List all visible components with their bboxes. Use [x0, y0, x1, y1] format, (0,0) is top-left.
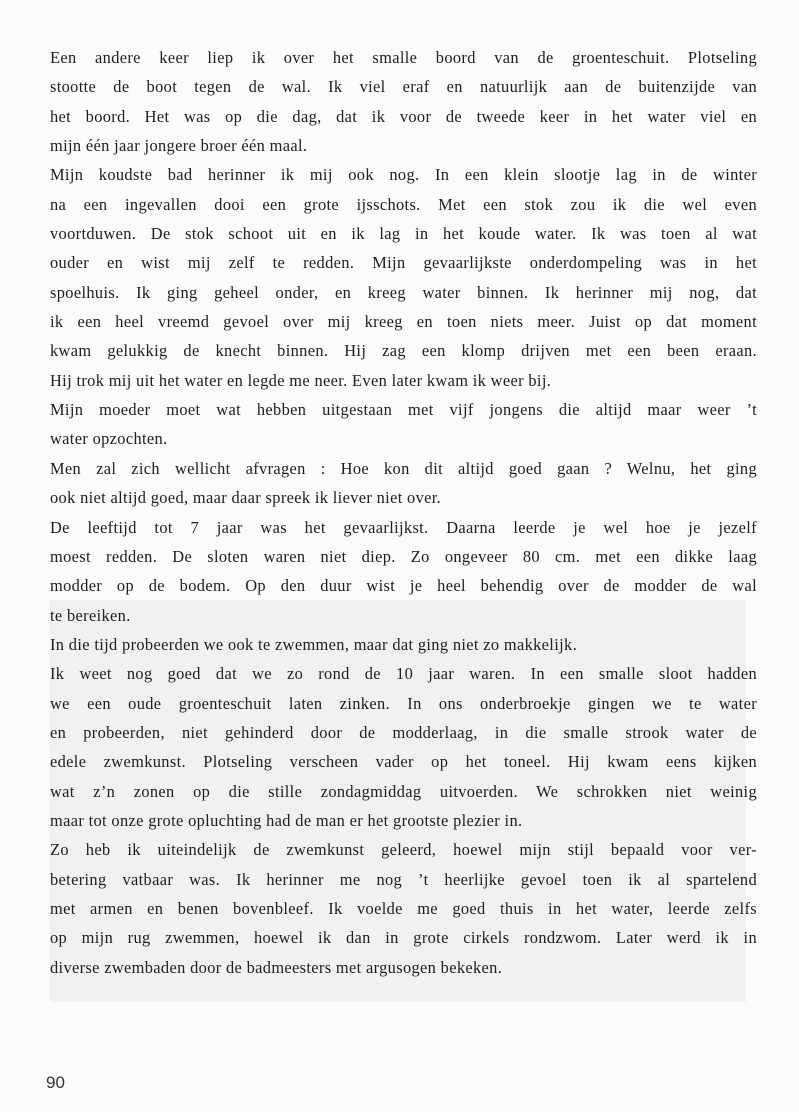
- paragraph: [50, 659, 757, 835]
- paragraph: [50, 395, 757, 454]
- text-line: wat z’n zonen op die stille zondagmiddag uitvoerden. We schrokken niet weinig: [50, 781, 757, 801]
- text-line: ouder en wist mij zelf te redden. Mijn gevaarlijkste onderdompeling was in het: [50, 253, 757, 273]
- paragraph: [50, 835, 757, 982]
- text-line: ook niet altijd goed, maar daar spreek ik liever niet over.: [50, 488, 442, 508]
- paragraph: [50, 43, 757, 160]
- text-line: het boord. Het was op die dag, dat ik voor de tweede keer in het water viel en: [50, 106, 757, 126]
- text-line: met armen en benen bovenbleef. Ik voelde me goed thuis in het water, leerde zelfs: [50, 898, 757, 918]
- text-line: water opzochten.: [50, 429, 168, 449]
- text-line: Zo heb ik uiteindelijk de zwemkunst geleerd, hoewel mijn stijl bepaald voor ver-: [50, 840, 757, 860]
- text-line: te bereiken.: [50, 605, 131, 625]
- text-line: Ik weet nog goed dat we zo rond de 10 jaar waren. In een smalle sloot hadden: [50, 664, 757, 684]
- text-line: Men zal zich wellicht afvragen : Hoe kon dit altijd goed gaan ? Welnu, het ging: [50, 458, 757, 478]
- text-line: In die tijd probeerden we ook te zwemmen, maar dat ging niet zo makkelijk.: [50, 634, 578, 654]
- body-text: [50, 43, 757, 982]
- paragraph: [50, 160, 757, 395]
- text-line: moest redden. De sloten waren niet diep. Zo ongeveer 80 cm. met een dikke laag: [50, 546, 757, 566]
- text-line: op mijn rug zwemmen, hoewel ik dan in grote cirkels rondzwom. Later werd ik in: [50, 928, 757, 948]
- text-line: kwam gelukkig de knecht binnen. Hij zag een klomp drijven met een been eraan.: [50, 341, 757, 361]
- text-line: voortduwen. De stok schoot uit en ik lag in het koude water. Ik was toen al wat: [50, 224, 757, 244]
- text-line: maar tot onze grote opluchting had de man er het grootste plezier in.: [50, 810, 523, 830]
- text-line: betering vatbaar was. Ik herinner me nog ’t heerlijke gevoel toen ik al spartelend: [50, 869, 757, 889]
- paragraph: [50, 513, 757, 630]
- text-line: we een oude groenteschuit laten zinken. In ons onderbroekje gingen we te water: [50, 693, 757, 713]
- text-line: modder op de bodem. Op den duur wist je heel behendig over de modder de wal: [50, 576, 757, 596]
- text-line: Hij trok mij uit het water en legde me neer. Even later kwam ik weer bij.: [50, 370, 552, 390]
- text-line: Een andere keer liep ik over het smalle boord van de groenteschuit. Plotseling: [50, 48, 757, 67]
- text-line: en probeerden, niet gehinderd door de modderlaag, in die smalle strook water de: [50, 722, 757, 742]
- text-line: ik een heel vreemd gevoel over mij kreeg en toen niets meer. Juist op dat moment: [50, 312, 757, 332]
- page-number: 90: [46, 1073, 65, 1092]
- text-line: edele zwemkunst. Plotseling verscheen vader op het toneel. Hij kwam eens kijken: [50, 752, 757, 772]
- text-line: mijn één jaar jongere broer één maal.: [50, 136, 308, 156]
- text-line: Mijn koudste bad herinner ik mij ook nog. In een klein slootje lag in de winter: [50, 165, 757, 185]
- text-line: stootte de boot tegen de wal. Ik viel eraf en natuurlijk aan de buitenzijde van: [50, 77, 757, 97]
- text-line: Mijn moeder moet wat hebben uitgestaan met vijf jongens die altijd maar weer ’t: [50, 400, 757, 420]
- text-line: De leeftijd tot 7 jaar was het gevaarlijkst. Daarna leerde je wel hoe je jezelf: [50, 517, 757, 537]
- text-line: diverse zwembaden door de badmeesters met argusogen bekeken.: [50, 957, 503, 977]
- paragraph: [50, 630, 757, 659]
- text-line: na een ingevallen dooi een grote ijsschots. Met een stok zou ik die wel even: [50, 194, 757, 214]
- paragraph: [50, 454, 757, 513]
- text-line: spoelhuis. Ik ging geheel onder, en kreeg water binnen. Ik herinner mij nog, dat: [50, 282, 757, 302]
